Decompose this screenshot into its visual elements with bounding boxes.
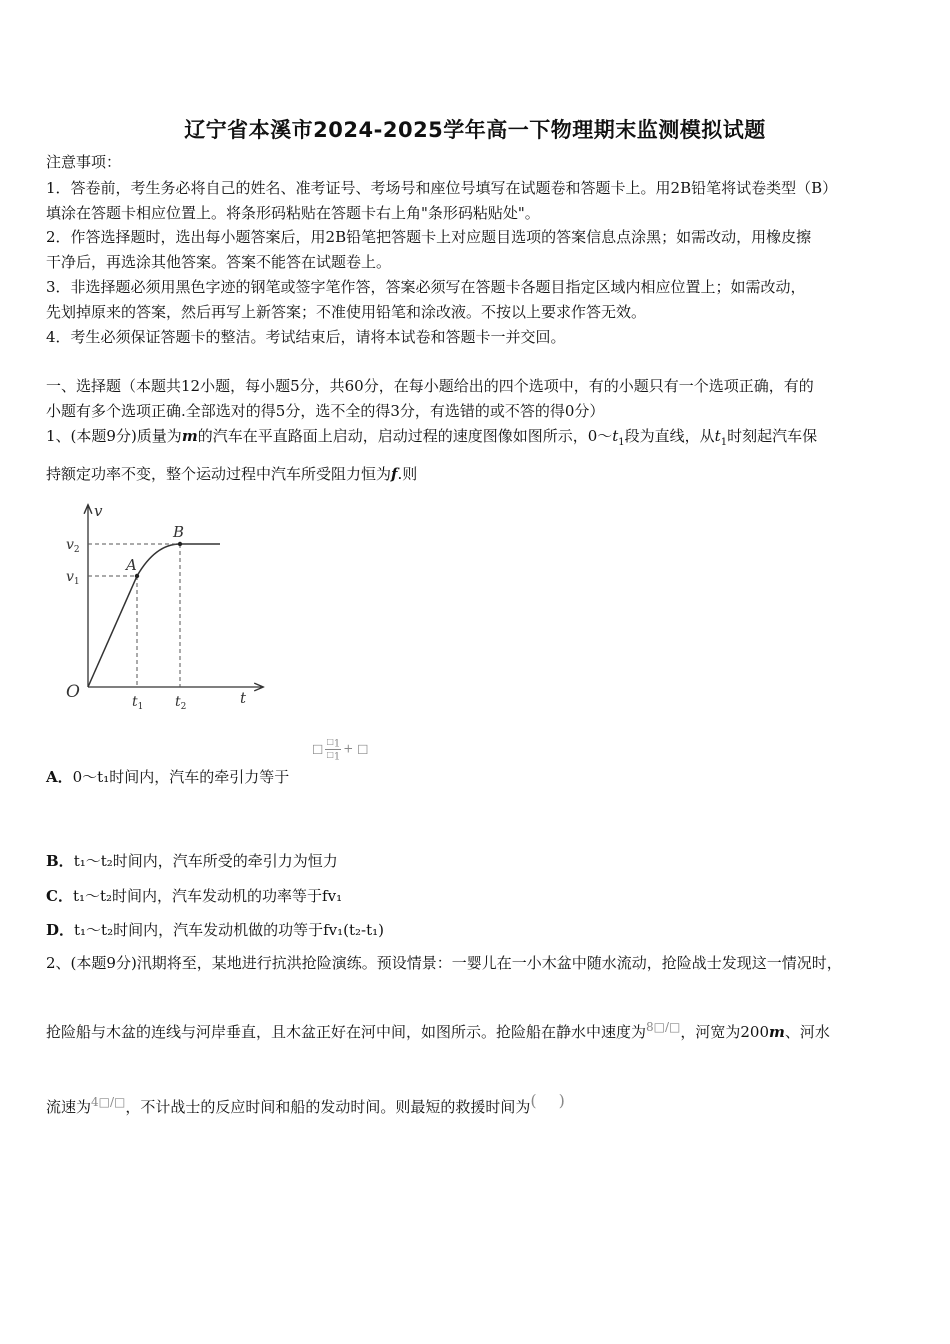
option-text: t₁～t₂时间内，汽车发动机做的功等于fv₁(t₂-t₁) — [74, 921, 384, 939]
question-text: ，河宽为200 — [680, 1023, 770, 1041]
option-label: A． — [46, 768, 73, 786]
question-2-line-2 — [46, 1017, 830, 1042]
water-speed: 4□/□ — [91, 1095, 126, 1109]
question-text: ，不计战士的反应时间和船的发动时间。则最短的救援时间为 — [125, 1098, 531, 1116]
y-axis-label: v — [94, 502, 103, 520]
point-b-label: B — [173, 523, 185, 541]
point-a-dot — [135, 574, 139, 578]
formula-den: □ — [326, 749, 334, 759]
force-formula — [312, 737, 369, 761]
notice-line: 先划掉原来的答案，然后再写上新答案；不准使用铅笔和涂改液。不按以上要求作答无效。 — [46, 303, 647, 321]
question-text: 的汽车在平直路面上启动，启动过程的速度图像如图所示，0～ — [197, 427, 613, 445]
question-text: 流速为 — [46, 1098, 92, 1116]
option-label: C． — [46, 887, 73, 905]
notice-line: 2．作答选择题时，选出每小题答案后，用2B铅笔把答题卡上对应题目选项的答案信息点涂黑；如需改动，用橡皮擦 — [46, 228, 812, 246]
formula-num: □ — [326, 737, 334, 746]
question-text: 段为直线，从 — [624, 427, 715, 445]
question-text: 抢险船与木盆的连线与河岸垂直，且木盆正好在河中间，如图所示。抢险船在静水中速度为 — [46, 1023, 647, 1041]
notice-line: 填涂在答题卡相应位置上。将条形码粘贴在答题卡右上角"条形码粘贴处"。 — [46, 204, 540, 222]
option-label: B． — [46, 852, 74, 870]
option-d — [46, 920, 384, 940]
option-label: D． — [46, 921, 75, 939]
x-axis-label: t — [240, 689, 247, 707]
point-b-dot — [178, 542, 182, 546]
option-a — [46, 767, 289, 787]
var-t1-sub: 1 — [720, 437, 728, 448]
option-c — [46, 886, 342, 906]
answer-blank: () — [530, 1091, 587, 1110]
formula-den-sub: 1 — [333, 751, 341, 763]
option-b — [46, 851, 338, 871]
origin-label: O — [66, 682, 80, 702]
question-2-line-1 — [46, 953, 842, 973]
v2-label: $v_2$ — [66, 537, 80, 555]
formula-tail: + □ — [343, 741, 369, 756]
question-score: (本题9分) — [70, 427, 137, 445]
question-text: 持额定功率不变，整个运动过程中汽车所受阻力恒为 — [46, 465, 392, 483]
var-f: f — [391, 465, 398, 483]
question-number: 2、 — [46, 954, 71, 972]
question-score: (本题9分) — [70, 954, 137, 972]
question-text: 质量为 — [136, 427, 182, 445]
option-text: t₁～t₂时间内，汽车发动机的功率等于fv₁ — [72, 887, 343, 905]
question-number: 1、 — [46, 427, 71, 445]
question-2-line-3 — [46, 1091, 587, 1117]
t2-label: $t_2$ — [175, 694, 187, 712]
notice-heading: 注意事项： — [46, 153, 122, 171]
v1-label: $v_1$ — [66, 569, 80, 587]
var-m: m — [181, 427, 198, 445]
point-a-label: A — [126, 556, 137, 574]
option-text: 0～t₁时间内，汽车的牵引力等于 — [72, 768, 290, 786]
question-text: .则 — [397, 465, 418, 483]
notice-line: 3．非选择题必须用黑色字迹的钢笔或签字笔作答，答案必须写在答题卡各题目指定区域内相应位置上；如需改动， — [46, 278, 806, 296]
question-text: 汛期将至，某地进行抗洪抢险演练。预设情景：一婴儿在一小木盆中随水流动，抢险战士发现这一情况时， — [136, 954, 842, 972]
unit-m: m — [769, 1023, 785, 1041]
formula-fraction — [325, 737, 341, 761]
curve-segment — [137, 544, 220, 576]
linear-segment — [88, 576, 137, 687]
velocity-time-graph — [60, 500, 270, 715]
notice-line: 4．考生必须保证答题卡的整洁。考试结束后，请将本试卷和答题卡一并交回。 — [46, 328, 566, 346]
formula-num-sub: 1 — [333, 738, 341, 750]
var-t1-sub: 1 — [618, 437, 625, 448]
t1-label: $t_1$ — [132, 694, 144, 712]
notice-line: 干净后，再选涂其他答案。答案不能答在试题卷上。 — [46, 253, 392, 271]
var-t1: t — [714, 427, 721, 445]
notice-line: 1．答卷前，考生务必将自己的姓名、准考证号、考场号和座位号填写在试题卷和答题卡上。用2B铅笔将试卷类型（B） — [46, 179, 838, 197]
option-text: t₁～t₂时间内，汽车所受的牵引力为恒力 — [73, 852, 338, 870]
question-1-line-2 — [46, 464, 417, 484]
boat-speed: 8□/□ — [646, 1020, 681, 1034]
question-1-line-1 — [46, 426, 817, 453]
formula-lead: □ — [312, 741, 324, 756]
section-heading-cont: 小题有多个选项正确.全部选对的得5分，选不全的得3分，有选错的或不答的得0分） — [46, 402, 605, 420]
question-text: 、河水 — [784, 1023, 830, 1041]
question-text: 时刻起汽车保 — [727, 427, 818, 445]
section-heading: 一、选择题（本题共12小题，每小题5分，共60分，在每小题给出的四个选项中，有的小题只有一个选项正确，有的 — [46, 377, 814, 395]
page-title: 辽宁省本溪市2024-2025学年高一下物理期末监测模拟试题 — [184, 118, 766, 142]
var-t1: t — [612, 427, 619, 445]
